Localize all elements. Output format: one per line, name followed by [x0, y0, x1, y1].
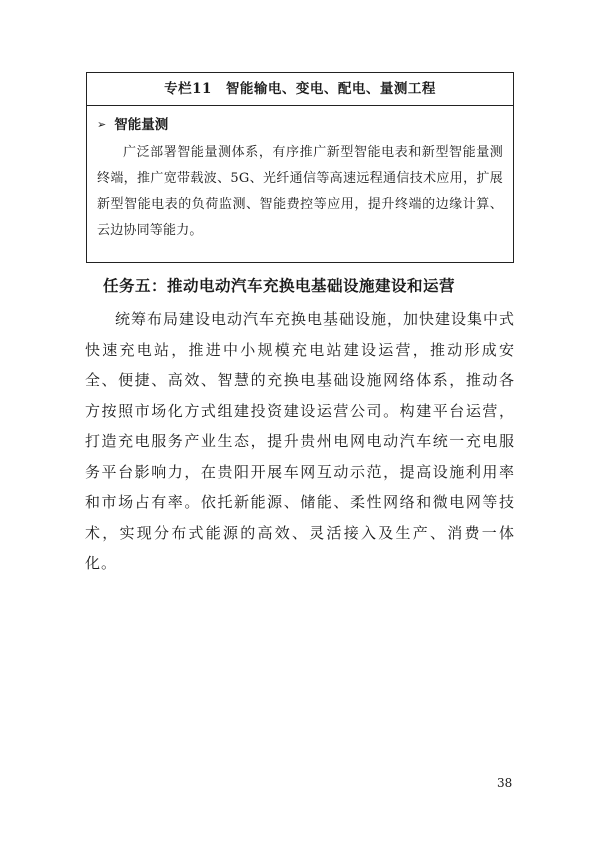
- feature-box-section: [87, 116, 513, 244]
- task-heading: 任务五：推动电动汽车充换电基础设施建设和运营: [103, 276, 456, 295]
- section-paragraph: 广泛部署智能量测体系，有序推广新型智能电表和新型智能量测终端，推广宽带载波、5G、光纤通信等高速远程通信技术应用，扩展新型智能电表的负荷监测、智能费控等应用，提升终端的边缘计算、云边协同等能力。: [97, 145, 503, 238]
- feature-box-title: 专栏11 智能输电、变电、配电、量测工程: [87, 73, 513, 106]
- section-heading-row: [97, 116, 503, 134]
- page-number: 38: [497, 776, 513, 790]
- feature-box: [86, 72, 514, 263]
- section-heading: 智能量测: [114, 117, 169, 133]
- arrow-bullet-icon: ➢: [97, 118, 107, 131]
- task-paragraph: 统筹布局建设电动汽车充换电基础设施，加快建设集中式快速充电站，推进中小规模充电站建设运营，推动形成安全、便捷、高效、智慧的充换电基础设施网络体系，推动各方按照市场化方式组建投资建设运营公司。构建平台运营，打造充电服务产业生态，提升贵州电网电动汽车统一充电服务平台影响力，在贵阳开展车网互动示范，提高设施利用率和市场占有率。依托新能源、储能、柔性网络和微电网等技术，实现分布式能源的高效、灵活接入及生产、消费一体化。: [85, 310, 516, 572]
